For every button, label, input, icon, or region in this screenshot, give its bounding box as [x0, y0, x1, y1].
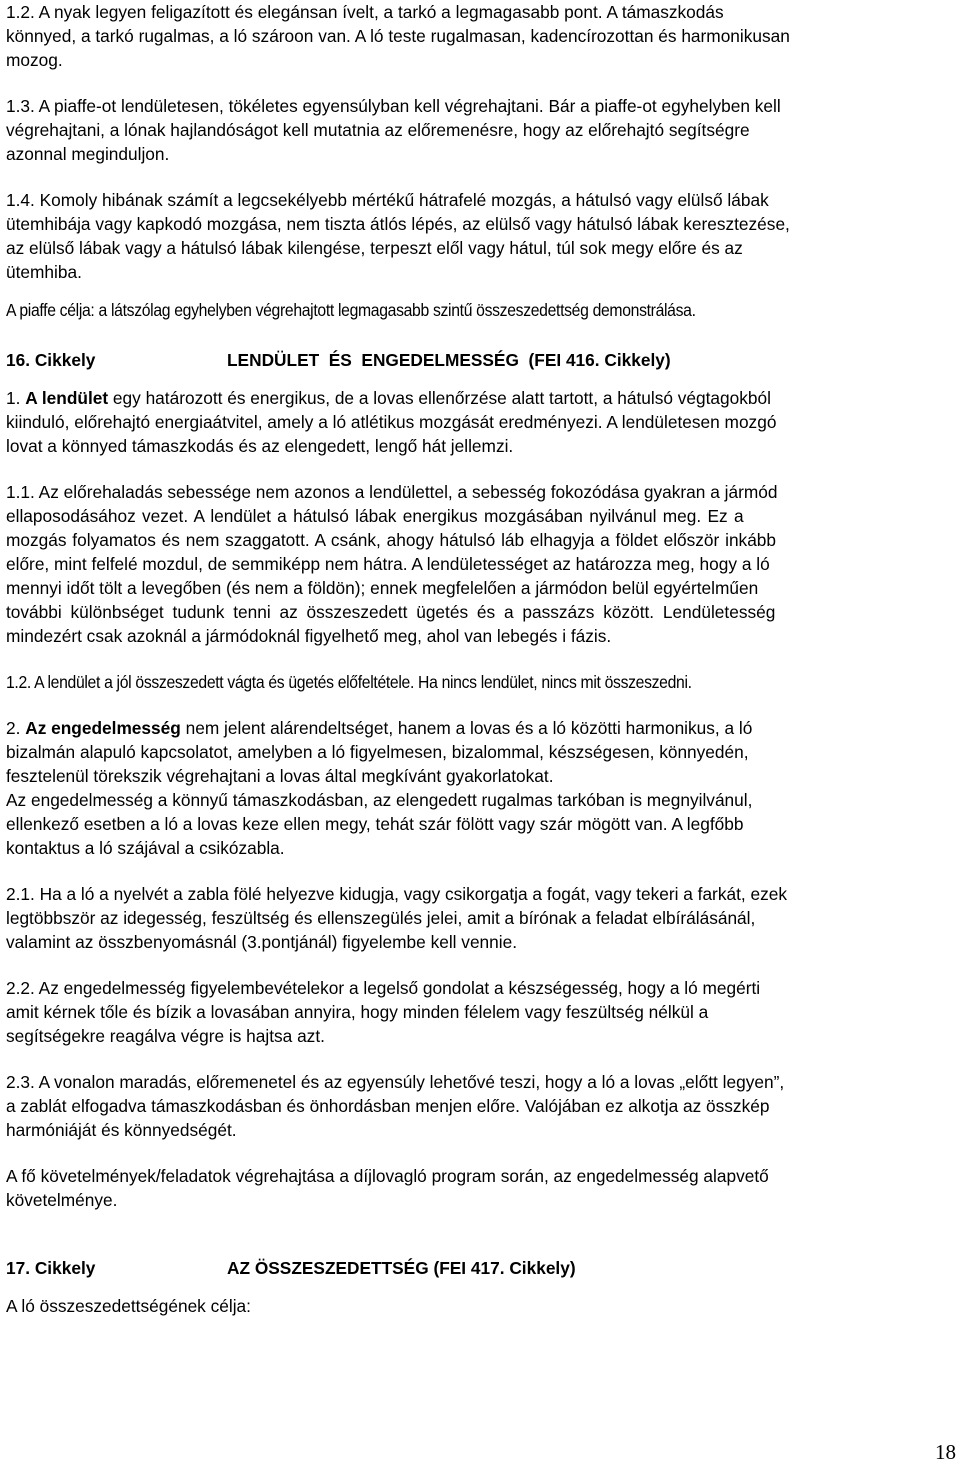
- text-line: az elülső lábak vagy a hátulsó lábak kilengése, terpeszt elől vagy hátul, túl sok megy előre és az: [6, 238, 743, 258]
- text-line: amit kérnek tőle és bízik a lovasában annyira, hogy minden félelem vagy feszültség nélkül a: [6, 1002, 709, 1022]
- bold-term: A lendület: [25, 388, 109, 408]
- article-number: 17. Cikkely: [6, 1258, 96, 1278]
- text-line: mozgás folyamatos és nem szaggatott. A csánk, ahogy hátulsó láb elhagyja a földet először inkább: [6, 530, 777, 550]
- text-line: a zablát elfogadva támaszkodásban és önhordásban menjen előre. Valójában ez alkotja az összkép: [6, 1096, 770, 1116]
- text-line: 1.1. Az előrehaladás sebessége nem azonos a lendülettel, a sebesség fokozódása gyakran a jármód: [6, 482, 778, 502]
- text-line: 2.1. Ha a ló a nyelvét a zabla fölé helyezve kidugja, vagy csikorgatja a fogát, vagy tekeri a farkát, ezek: [6, 884, 787, 904]
- paragraph-2-2: [6, 976, 956, 1048]
- paragraph-1-2: [6, 0, 956, 72]
- document-page: [6, 0, 956, 1318]
- paragraph-1-1: [6, 480, 956, 648]
- text-line: [6, 716, 956, 740]
- paragraph-main-requirements: [6, 1164, 956, 1212]
- paragraph-prefix: 1.: [6, 388, 26, 408]
- paragraph-1-2b: 1.2. A lendület a jól összeszedett vágta és ügetés előfeltétele. Ha nincs lendület, nincs mit összeszedni.: [6, 672, 692, 692]
- text-line: mennyi időt tölt a levegőben (és nem a földön); ennek megfelelően a jármódon belül egyértelműen: [6, 578, 759, 598]
- text-line: könnyed, a tarkó rugalmas, a ló szároon van. A ló teste rugalmasan, kadencírozottan és harmonikusan: [6, 26, 790, 46]
- text-line: Az engedelmesség a könnyű támaszkodásban, az elengedett rugalmas tarkóban is megnyilvánul,: [6, 790, 753, 810]
- article-number: 16. Cikkely: [6, 350, 96, 370]
- piaffe-goal: A piaffe célja: a látszólag egyhelyben végrehajtott legmagasabb szintű összeszedettség demonstrálása.: [6, 300, 696, 320]
- text-line: lovat a könnyed támaszkodás és az elengedett, lengő hát jellemzi.: [6, 436, 514, 456]
- text-line: 1.3. A piaffe-ot lendületesen, tökéletes egyensúlyban kell végrehajtani. Bár a piaffe-ot egyhelyben kell: [6, 96, 781, 116]
- text-line: ütemhiba.: [6, 262, 82, 282]
- article-16-heading: [6, 348, 956, 372]
- text-line: ellenkező esetben a ló a lovas keze ellen megy, tehát szár fölött vagy szár mögött van. A legfőbb: [6, 814, 744, 834]
- text-line: segítségekre reagálva végre is hajtsa azt.: [6, 1026, 325, 1046]
- text-line: mozog.: [6, 50, 63, 70]
- paragraph-1-4: [6, 188, 956, 284]
- article-title: AZ ÖSSZESZEDETTSÉG (FEI 417. Cikkely): [227, 1258, 576, 1278]
- paragraph-2: [6, 716, 956, 860]
- bold-term: Az engedelmesség: [25, 718, 181, 738]
- text-line: A fő követelmények/feladatok végrehajtása a díjlovagló program során, az engedelmesség alapvető: [6, 1166, 769, 1186]
- text-line: végrehajtani, a lónak hajlandóságot kell mutatnia az előremenésre, hogy az előrehajtó segítségre: [6, 120, 750, 140]
- paragraph-2-3: [6, 1070, 956, 1142]
- paragraph-1: [6, 386, 956, 458]
- article-title: LENDÜLET ÉS ENGEDELMESSÉG (FEI 416. Cikkely): [227, 350, 671, 370]
- text-line: [6, 386, 956, 410]
- text-line: valamint az összbenyomásnál (3.pontjánál) figyelembe kell vennie.: [6, 932, 518, 952]
- text-line: ütemhibája vagy kapkodó mozgása, nem tiszta átlós lépés, az elülső vagy hátulsó lábak keresztezése,: [6, 214, 790, 234]
- paragraph-prefix: 2.: [6, 718, 26, 738]
- text-line: 2.2. Az engedelmesség figyelembevételekor a legelső gondolat a készségesség, hogy a ló megérti: [6, 978, 761, 998]
- text-line: 1.2. A nyak legyen feligazított és elegánsan ívelt, a tarkó a legmagasabb pont. A támaszkodás: [6, 2, 724, 22]
- paragraph-collection-goal: A ló összeszedettségének célja:: [6, 1296, 251, 1316]
- text-line: harmóniáját és könnyedségét.: [6, 1120, 237, 1140]
- text-fragment: nem jelent alárendeltséget, hanem a lovas és a ló közötti harmonikus, a ló: [180, 718, 753, 738]
- text-line: előre, mint felfelé mozdul, de semmiképp nem hátra. A lendületességet az határozza meg, hogy a ló: [6, 554, 770, 574]
- paragraph-2-1: [6, 882, 956, 954]
- text-line: mindezért csak azoknál a jármódoknál figyelhető meg, ahol van lebegés i fázis.: [6, 626, 612, 646]
- text-line: kontaktus a ló szájával a csikózabla.: [6, 838, 285, 858]
- text-line: bizalmán alapuló kapcsolatot, amelyben a ló figyelmesen, bizalommal, készségesen, könnyedén,: [6, 742, 749, 762]
- text-line: azonnal meginduljon.: [6, 144, 170, 164]
- article-17-heading: [6, 1256, 956, 1280]
- paragraph-1-3: [6, 94, 956, 166]
- text-line: követelménye.: [6, 1190, 118, 1210]
- text-line: további különbséget tudunk tenni az összeszedett ügetés és a passzázs között. Lendületesség: [6, 602, 776, 622]
- text-line: 1.4. Komoly hibának számít a legcsekélyebb mértékű hátrafelé mozgás, a hátulsó vagy elülső lábak: [6, 190, 769, 210]
- text-fragment: egy határozott és energikus, de a lovas ellenőrzése alatt tartott, a hátulsó végtagokból: [108, 388, 771, 408]
- page-number: 18: [935, 1440, 956, 1464]
- text-line: fesztelenül törekszik végrehajtani a lovas által megkívánt gyakorlatokat.: [6, 766, 554, 786]
- text-line: legtöbbször az idegesség, feszültség és ellenszegülés jelei, amit a bírónak a feladat elbírálásánál,: [6, 908, 756, 928]
- text-line: kiinduló, előrehajtó energiaátvitel, amely a ló atlétikus mozgását eredményezi. A lendületesen mozgó: [6, 412, 777, 432]
- text-line: 2.3. A vonalon maradás, előremenetel és az egyensúly lehetővé teszi, hogy a ló a lovas „előtt legyen”,: [6, 1072, 785, 1092]
- text-line: ellaposodásához vezet. A lendület a hátulsó lábak energikus mozgásában nyilvánul meg. Ez a: [6, 506, 744, 526]
